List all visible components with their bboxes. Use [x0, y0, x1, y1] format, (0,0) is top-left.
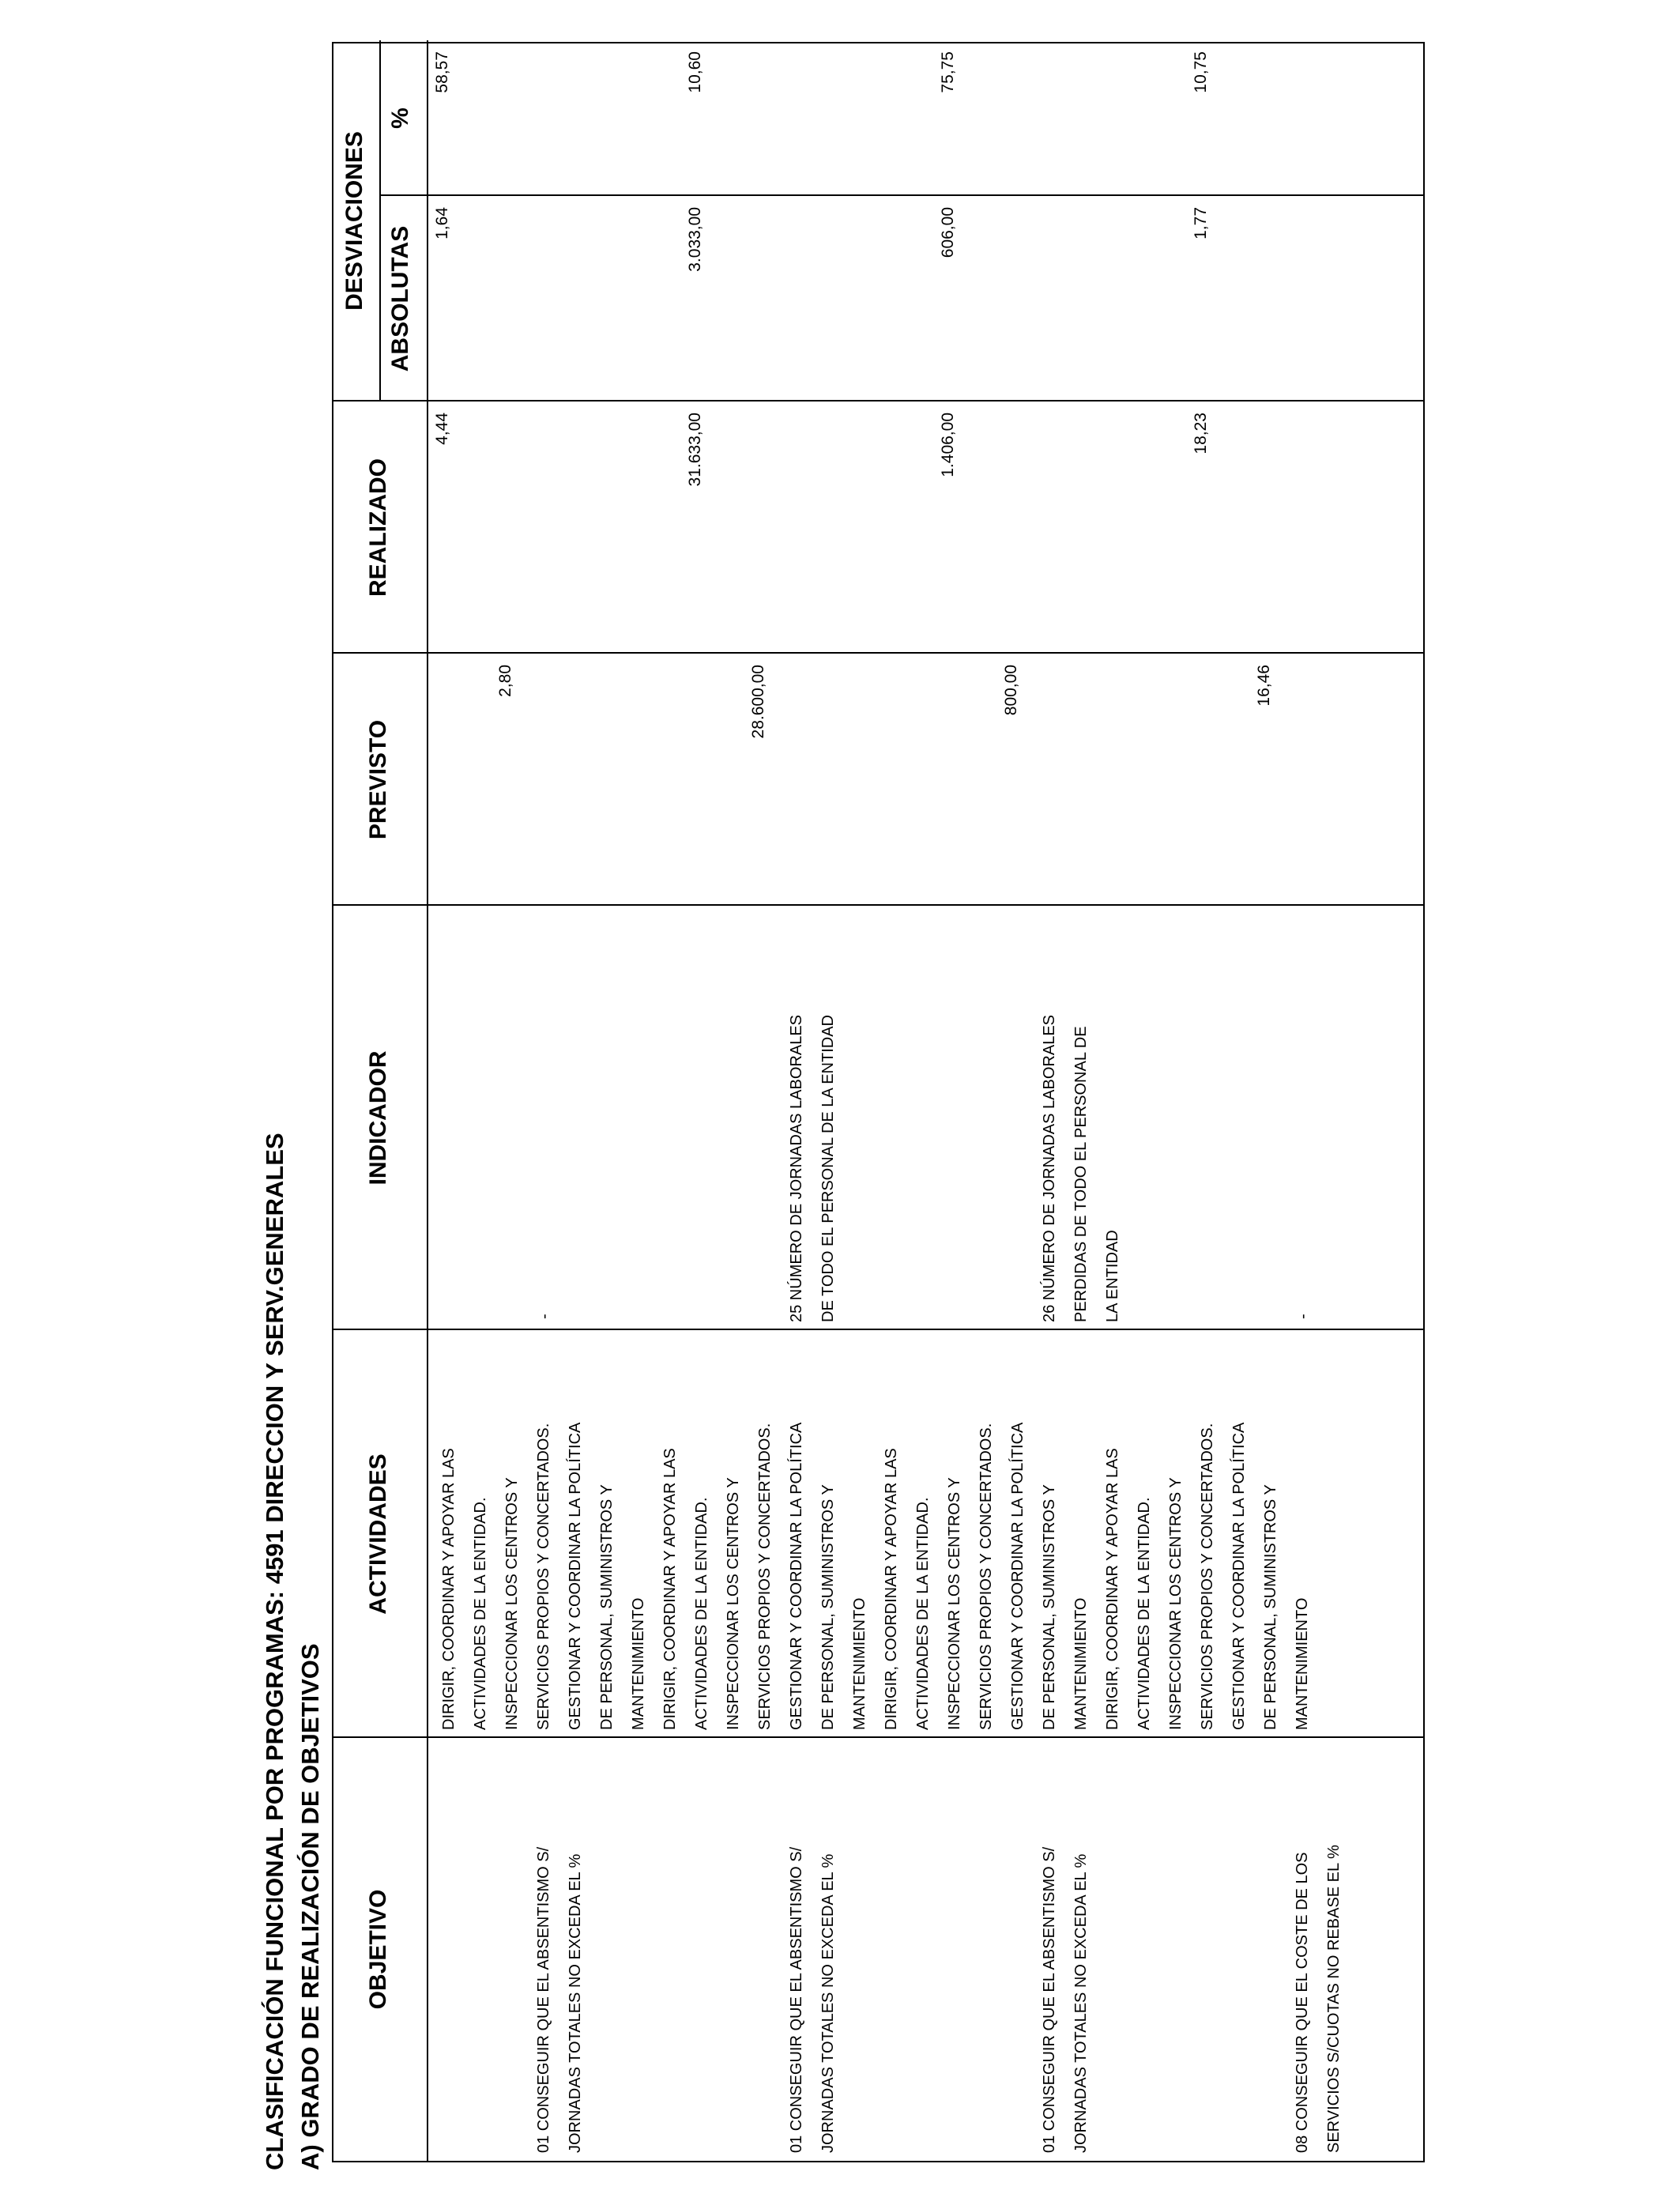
table-row-4-absolutas: 1,77: [1192, 207, 1210, 239]
objetivo-line: SERVICIOS S/CUOTAS NO REBASE EL %: [1325, 1845, 1343, 2153]
actividades-list: [433, 1423, 1318, 1730]
actividades-line: GESTIONAR Y COORDINAR LA POLÍTICA: [788, 1422, 805, 1730]
objectives-table: [332, 42, 1425, 2162]
actividades-line: MANTENIMIENTO: [630, 1597, 647, 1730]
actividades-line: INSPECCIONAR LOS CENTROS Y: [946, 1477, 963, 1730]
header-bottom-rule: [427, 40, 428, 2161]
indicador-line: DE TODO EL PERSONAL DE LA ENTIDAD: [819, 1014, 837, 1322]
actividades-line: DE PERSONAL, SUMINISTROS Y: [598, 1484, 616, 1730]
table-row-2-indicador: [781, 1015, 844, 1322]
actividades-line: ACTIVIDADES DE LA ENTIDAD.: [914, 1497, 932, 1730]
table-row-2-realizado: 31.633,00: [686, 413, 704, 487]
table-row-4-indicador: -: [1294, 1314, 1312, 1319]
table-row-1-indicador: -: [536, 1314, 553, 1319]
table-row-4-previsto: 16,46: [1255, 665, 1273, 707]
indicador-line: LA ENTIDAD: [1104, 1230, 1121, 1322]
table-row-2-absolutas: 3.033,00: [686, 207, 704, 272]
actividades-line: INSPECCIONAR LOS CENTROS Y: [725, 1477, 742, 1730]
actividades-line: DE PERSONAL, SUMINISTROS Y: [819, 1484, 837, 1730]
actividades-line: MANTENIMIENTO: [1072, 1597, 1090, 1730]
actividades-line: DIRIGIR, COORDINAR Y APOYAR LAS: [1104, 1448, 1121, 1730]
actividades-line: SERVICIOS PROPIOS Y CONCERTADOS.: [977, 1423, 995, 1730]
table-row-1-objetivo: [528, 1847, 591, 2153]
objetivo-line: 01 CONSEGUIR QUE EL ABSENTISMO S/: [788, 1846, 805, 2153]
actividades-line: DIRIGIR, COORDINAR Y APOYAR LAS: [661, 1448, 679, 1730]
table-row-2-objetivo: [781, 1847, 844, 2153]
objetivo-line: 01 CONSEGUIR QUE EL ABSENTISMO S/: [1041, 1846, 1058, 2153]
actividades-line: DIRIGIR, COORDINAR Y APOYAR LAS: [883, 1448, 900, 1730]
report-subtitle: A) GRADO DE REALIZACIÓN DE OBJETIVOS: [296, 1643, 324, 2170]
objetivo-line: 08 CONSEGUIR QUE EL COSTE DE LOS: [1294, 1852, 1311, 2153]
table-row-3-objetivo: [1034, 1847, 1097, 2153]
column-divider: [333, 1736, 1423, 1738]
table-row-4-realizado: 18,23: [1192, 413, 1210, 454]
header-realizado: REALIZADO: [365, 458, 391, 597]
actividades-line: DIRIGIR, COORDINAR Y APOYAR LAS: [440, 1448, 458, 1730]
table-row-3-porcentaje: 75,75: [939, 51, 957, 93]
objetivo-line: 01 CONSEGUIR QUE EL ABSENTISMO S/: [535, 1846, 552, 2153]
actividades-line: INSPECCIONAR LOS CENTROS Y: [1167, 1477, 1185, 1730]
objetivo-line: JORNADAS TOTALES NO EXCEDA EL %: [1072, 1853, 1090, 2153]
indicador-line: PERDIDAS DE TODO EL PERSONAL DE: [1072, 1026, 1090, 1322]
table-row-3-absolutas: 606,00: [939, 207, 957, 258]
report-title: CLASIFICACIÓN FUNCIONAL POR PROGRAMAS: 4591 DIRECCION Y SERV.GENERALES: [261, 1133, 288, 2170]
actividades-line: DE PERSONAL, SUMINISTROS Y: [1041, 1484, 1058, 1730]
actividades-line: DE PERSONAL, SUMINISTROS Y: [1262, 1484, 1279, 1730]
header-indicador: INDICADOR: [365, 1050, 391, 1186]
column-divider: [333, 1329, 1423, 1330]
table-row-1-absolutas: 1,64: [433, 207, 451, 239]
actividades-line: SERVICIOS PROPIOS Y CONCERTADOS.: [756, 1423, 774, 1730]
actividades-line: MANTENIMIENTO: [851, 1597, 868, 1730]
table-row-3-previsto: 800,00: [1002, 665, 1020, 716]
actividades-line: GESTIONAR Y COORDINAR LA POLÍTICA: [1230, 1422, 1248, 1730]
actividades-line: GESTIONAR Y COORDINAR LA POLÍTICA: [567, 1422, 584, 1730]
objetivo-line: JORNADAS TOTALES NO EXCEDA EL %: [567, 1853, 584, 2153]
actividades-line: INSPECCIONAR LOS CENTROS Y: [503, 1477, 521, 1730]
table-row-2-previsto: 28.600,00: [749, 665, 767, 739]
actividades-line: ACTIVIDADES DE LA ENTIDAD.: [472, 1497, 489, 1730]
header-actividades: ACTIVIDADES: [365, 1453, 391, 1615]
actividades-line: ACTIVIDADES DE LA ENTIDAD.: [693, 1497, 710, 1730]
table-row-3-indicador: [1034, 1015, 1128, 1322]
column-divider: [333, 400, 1423, 401]
header-absolutas: ABSOLUTAS: [387, 225, 413, 372]
header-previsto: PREVISTO: [365, 719, 391, 840]
column-divider: [381, 194, 1423, 196]
actividades-line: GESTIONAR Y COORDINAR LA POLÍTICA: [1009, 1422, 1026, 1730]
table-row-2-porcentaje: 10,60: [686, 51, 704, 93]
table-row-4-objetivo: [1286, 1845, 1350, 2153]
desviaciones-rule: [379, 40, 381, 401]
header-objetivo: OBJETIVO: [365, 1889, 391, 2010]
table-row-4-porcentaje: 10,75: [1192, 51, 1210, 93]
header-porcentaje: %: [387, 107, 413, 129]
actividades-line: ACTIVIDADES DE LA ENTIDAD.: [1136, 1497, 1153, 1730]
indicador-line: 25 NÚMERO DE JORNADAS LABORALES: [788, 1015, 805, 1322]
objetivo-line: JORNADAS TOTALES NO EXCEDA EL %: [819, 1853, 837, 2153]
table-row-1-previsto: 2,80: [496, 665, 514, 697]
table-row-1-realizado: 4,44: [433, 413, 451, 445]
column-divider: [333, 652, 1423, 654]
indicador-line: 26 NÚMERO DE JORNADAS LABORALES: [1041, 1015, 1058, 1322]
table-row-3-realizado: 1.406,00: [939, 413, 957, 477]
table-row-1-porcentaje: 58,57: [433, 51, 451, 93]
header-desviaciones: DESVIACIONES: [341, 131, 367, 311]
actividades-line: MANTENIMIENTO: [1294, 1597, 1311, 1730]
actividades-line: SERVICIOS PROPIOS Y CONCERTADOS.: [535, 1423, 552, 1730]
actividades-line: SERVICIOS PROPIOS Y CONCERTADOS.: [1199, 1423, 1216, 1730]
